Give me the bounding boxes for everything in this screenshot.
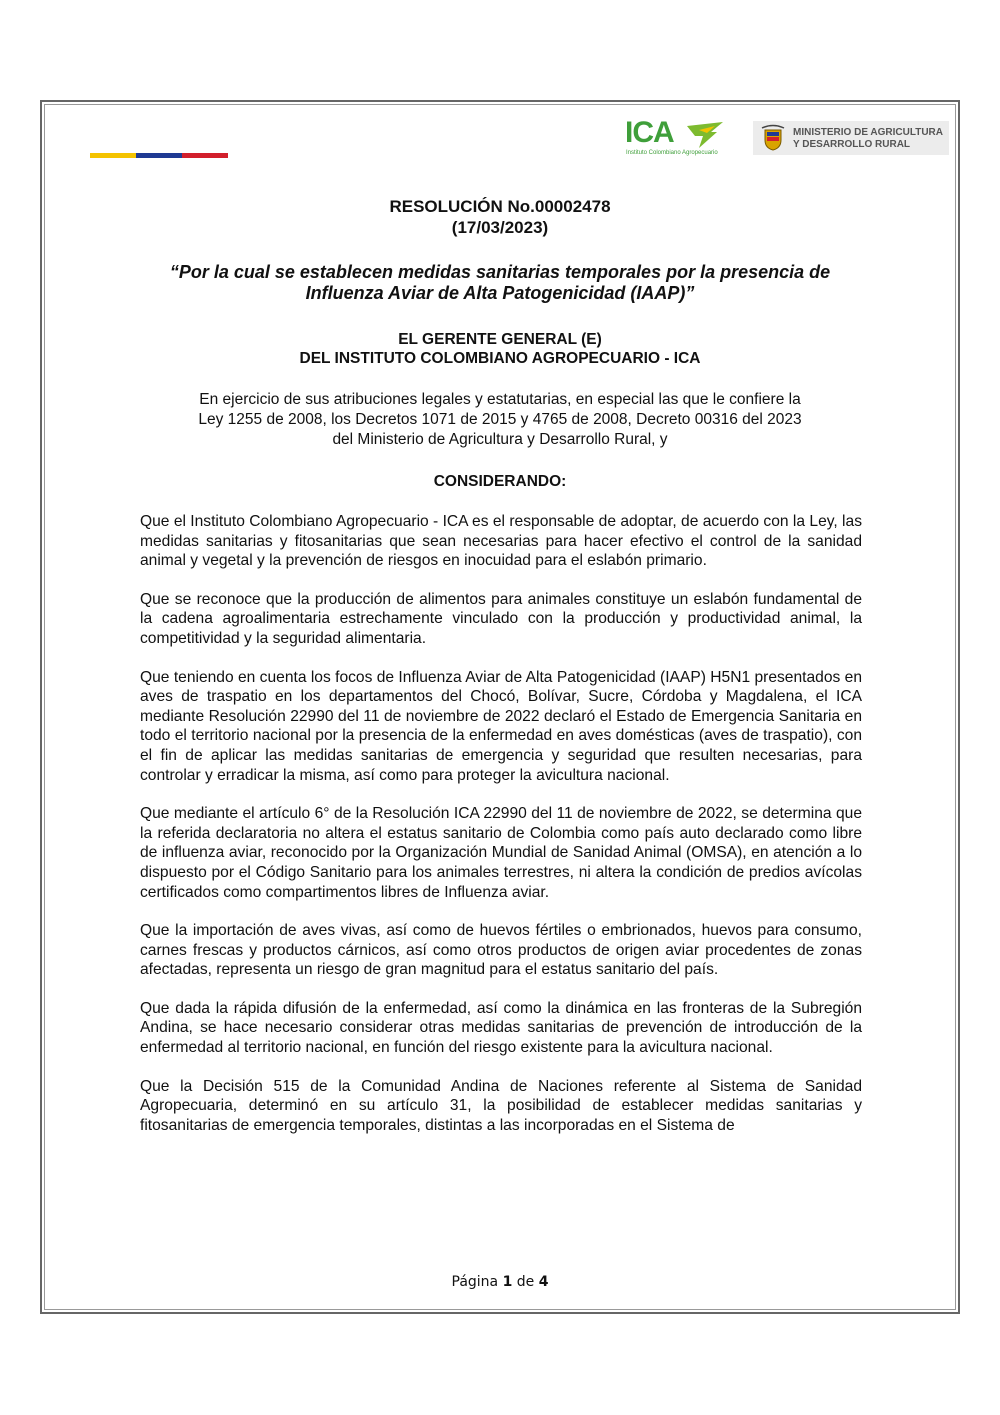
ministry-logo — [753, 121, 949, 155]
footer-total-pages: 4 — [538, 1274, 549, 1290]
flag-yellow-stripe — [90, 153, 136, 158]
footer-page-number: 1 — [502, 1274, 513, 1290]
ica-logo-letters: ICA — [625, 116, 674, 149]
ministry-name-line2: Y DESARROLLO RURAL — [793, 139, 911, 150]
page-footer — [100, 1274, 900, 1290]
ica-logo-subtext: Instituto Colombiano Agropecuario — [626, 150, 718, 156]
intro-line1: En ejercicio de sus atribuciones legales y estatutarias, en especial las que le confiere la — [199, 391, 801, 408]
ministry-name-line1: MINISTERIO DE AGRICULTURA — [793, 127, 943, 138]
consideration-paragraph: Que el Instituto Colombiano Agropecuario - ICA es el responsable de adoptar, de acuerdo con la Ley, las medidas sanitarias y fitosanitarias que sean necesarias para hacer efectivo el control de la sanidad animal y vegetal y la prevención de riesgos en inocuidad para el eslabón primario. — [140, 513, 862, 570]
consideration-paragraph: Que la importación de aves vivas, así como de huevos fértiles o embrionados, huevos para consumo, carnes frescas y productos cárnicos, así como otros productos de origen aviar procedentes de zonas afectadas, representa un riesgo de gran magnitud para el estatus sanitario del país. — [140, 922, 862, 979]
resolution-subject — [120, 262, 880, 304]
consideration-paragraph: Que teniendo en cuenta los focos de Influenza Aviar de Alta Patogenicidad (IAAP) H5N1 presentados en aves de traspatio en los departamentos del Chocó, Bolívar, Sucre, Córdoba y Magdalena, el ICA mediante Resolución 22990 del 11 de noviembre de 2022 declaró el Estado de Emergencia Sanitaria en todo el territorio nacional por la presencia de la enfermedad en aves domésticas (aves de traspatio), con el fin de aplicar las medidas sanitarias de emergencia y seguridad que resulten necesarias, para controlar y erradicar la misma, así como para proteger la avicultura nacional. — [140, 668, 862, 784]
footer-page-word: Página — [451, 1274, 499, 1290]
consideration-paragraph: Que se reconoce que la producción de alimentos para animales constituye un eslabón fundamental de la cadena agroalimentaria estrechamente vinculado con la producción y productividad animal, la competitividad y la seguridad alimentaria. — [140, 590, 862, 647]
consideration-paragraph: Que dada la rápida difusión de la enfermedad, así como la dinámica en las fronteras de la Subregión Andina, se hace necesario considerar otras medidas sanitarias de prevención de introducción de la enfermedad al territorio nacional, en función del riesgo existente para la avicultura nacional. — [140, 999, 862, 1057]
considerando-heading: CONSIDERANDO: — [433, 473, 567, 490]
issuer-line1: EL GERENTE GENERAL (E) — [398, 331, 602, 348]
resolution-subject-line2: Influenza Aviar de Alta Patogenicidad (IAAP)” — [305, 283, 695, 303]
resolution-date: (17/03/2023) — [451, 218, 549, 237]
consideration-paragraph: Que mediante el artículo 6° de la Resolución ICA 22990 del 11 de noviembre de 2022, se determina que la referida declaratoria no altera el estatus sanitario de Colombia como país auto declarado como libre de influenza aviar, reconocido por la Organización Mundial de Sanidad Animal (OMSA), en atención a lo dispuesto por el Código Sanitario para los animales terrestres, ni altera la condición de predios avícolas certificados como compartimentos libres de Influenza aviar. — [140, 805, 862, 901]
ica-bird-icon — [685, 120, 725, 150]
flag-red-stripe — [182, 153, 228, 158]
resolution-number: RESOLUCIÓN No.00002478 — [389, 197, 611, 216]
intro-line2: Ley 1255 de 2008, los Decretos 1071 de 2015 y 4765 de 2008, Decreto 00316 del 2023 — [198, 411, 802, 428]
intro-line3: del Ministerio de Agricultura y Desarrollo Rural, y — [332, 431, 668, 448]
colombia-flag-bar — [90, 153, 228, 158]
ministry-name — [793, 127, 943, 151]
colombia-coat-of-arms-icon — [759, 124, 787, 152]
footer-of-word: de — [516, 1274, 535, 1290]
issuer-line2: DEL INSTITUTO COLOMBIANO AGROPECUARIO - ICA — [299, 350, 701, 367]
consideration-paragraph: Que la Decisión 515 de la Comunidad Andina de Naciones referente al Sistema de Sanidad Agropecuaria, determinó en su artículo 31, la posibilidad de establecer medidas sanitarias y fitosanitarias de emergencia temporales, distintas a las incorporadas en el Sistema de — [140, 1077, 862, 1134]
resolution-heading — [100, 196, 900, 238]
flag-blue-stripe — [136, 153, 182, 158]
resolution-subject-line1: “Por la cual se establecen medidas sanitarias temporales por la presencia de — [169, 262, 831, 282]
issuer-heading — [100, 330, 900, 368]
considerations-body — [140, 512, 862, 1154]
intro-paragraph — [130, 390, 870, 450]
ica-logo — [625, 118, 725, 160]
